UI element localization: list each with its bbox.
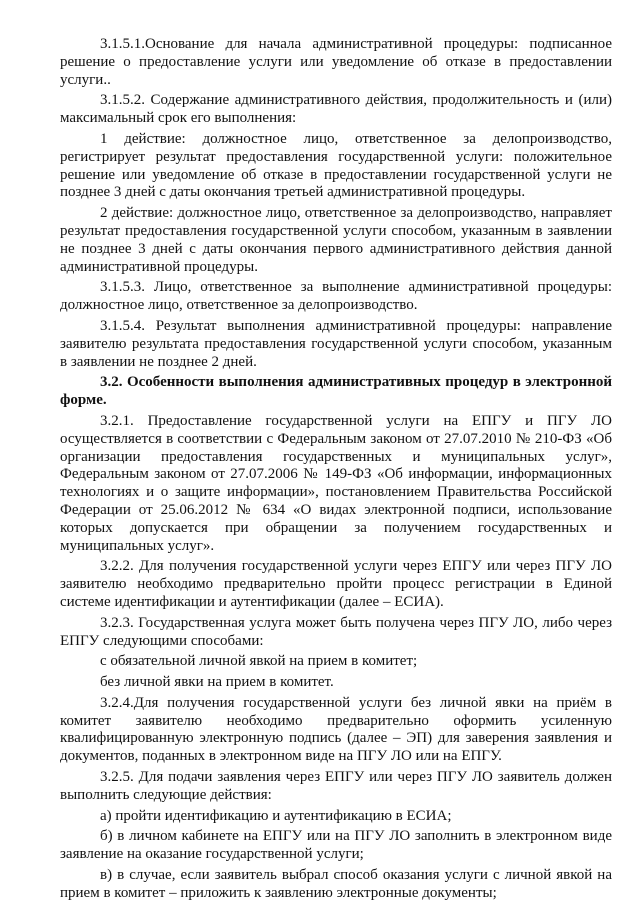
paragraph-action-1: 1 действие: должностное лицо, ответственное за делопроизводство, регистрирует результат предоставления государственной услуги: положительное решение или уведомление об отказе в предоставлении государственной услуги не позднее 3 дней с даты окончания третьей административной процедуры.	[60, 130, 612, 201]
paragraph-3-2-3: 3.2.3. Государственная услуга может быть получена через ПГУ ЛО, либо через ЕПГУ следующими способами:	[60, 614, 612, 649]
list-item-a: а) пройти идентификацию и аутентификацию в ЕСИА;	[100, 807, 452, 824]
paragraph-3-2-2: 3.2.2. Для получения государственной услуги через ЕПГУ или через ПГУ ЛО заявителю необходимо предварительно пройти процесс регистрации в Единой системе идентификации и аутентификации (далее – ЕСИА).	[60, 558, 612, 610]
paragraph-3-2-5: 3.2.5. Для подачи заявления через ЕПГУ или через ПГУ ЛО заявитель должен выполнить следующие действия:	[60, 769, 612, 803]
list-item-with-visit: с обязательной личной явкой на прием в комитет;	[100, 653, 418, 670]
list-item-without-visit: без личной явки на прием в комитет.	[100, 674, 334, 691]
paragraph-3-1-5-2: 3.1.5.2. Содержание административного действия, продолжительность и (или) максимальный срок его выполнения:	[60, 92, 612, 127]
paragraph-3-1-5-1: 3.1.5.1.Основание для начала административной процедуры: подписанное решение о предоставление услуги или уведомление об отказе в предоставлении услуги..	[60, 36, 612, 88]
list-item-c: в) в случае, если заявитель выбрал способ оказания услуги с личной явкой на прием в комитет – приложить к заявлению электронные документы;	[60, 867, 612, 901]
paragraph-3-2-4: 3.2.4.Для получения государственной услуги без личной явки на приём в комитет заявителю необходимо предварительно оформить усиленную квалифицированную электронную подпись (далее – ЭП) для заверения заявления и документов, поданных в электронном виде на ПГУ ЛО или на ЕПГУ.	[60, 694, 612, 765]
paragraph-action-2: 2 действие: должностное лицо, ответственное за делопроизводство, направляет результат предоставления государственной услуги способом, указанным в заявлении не позднее 3 дней с даты окончания первого административного действия данной административной процедуры.	[60, 205, 612, 275]
paragraph-3-1-5-4: 3.1.5.4. Результат выполнения административной процедуры: направление заявителю результата предоставления государственной услуги способом, указанным в заявлении не позднее 2 дней.	[60, 317, 612, 370]
list-item-b: б) в личном кабинете на ЕПГУ или на ПГУ ЛО заполнить в электронном виде заявление на оказание государственной услуги;	[60, 828, 612, 863]
section-heading-3-2: 3.2. Особенности выполнения административных процедур в электронной форме.	[60, 374, 612, 409]
paragraph-3-1-5-3: 3.1.5.3. Лицо, ответственное за выполнение административной процедуры: должностное лицо, ответственное за делопроизводство.	[60, 279, 612, 314]
paragraph-3-2-1: 3.2.1. Предоставление государственной услуги на ЕПГУ и ПГУ ЛО осуществляется в соответствии с Федеральным законом от 27.07.2010 № 210-ФЗ «Об организации предоставления государственных и муниципальных услуг», Федеральным законом от 27.07.2006 № 149-ФЗ «Об информации, информационных технологиях и о защите информации», постановлением Правительства Российской Федерации от 25.06.2012 № 634 «О видах электронной подписи, использование которых допускается при обращении за получением государственных и муниципальных услуг».	[60, 412, 612, 554]
